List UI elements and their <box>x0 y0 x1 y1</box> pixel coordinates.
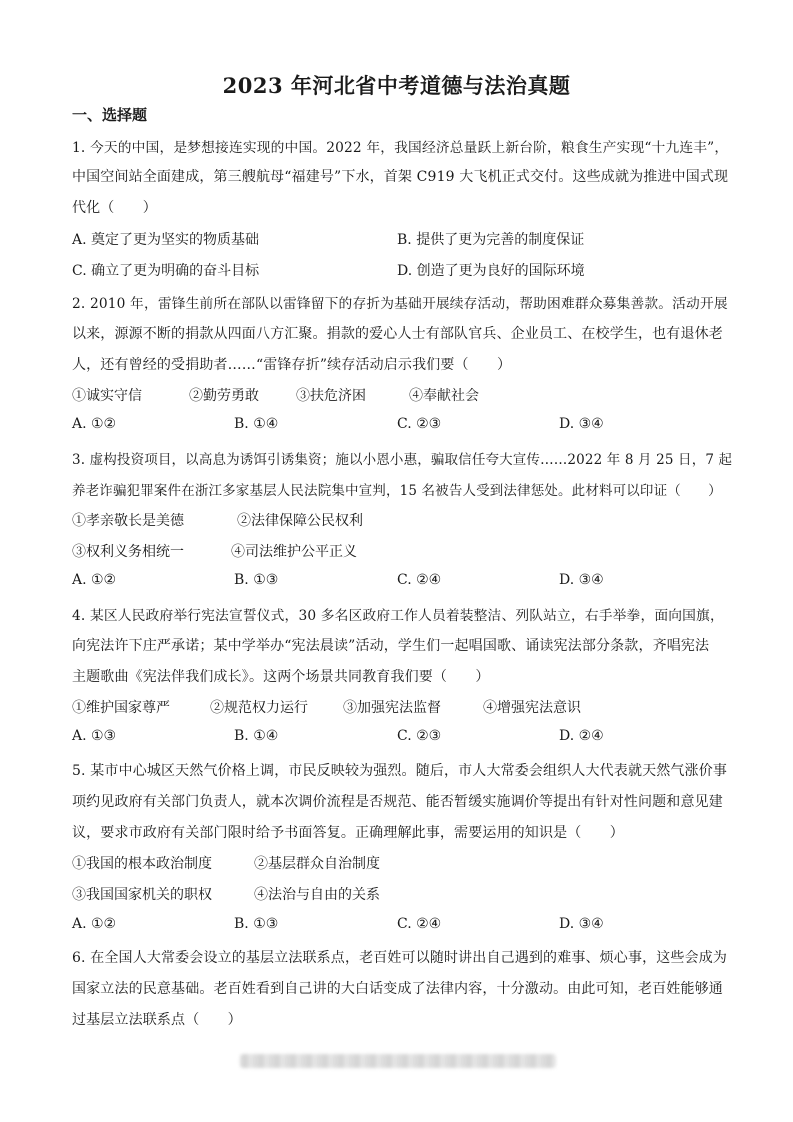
q1-option-a: A. 奠定了更为坚实的物质基础 <box>72 232 260 248</box>
q4-option-c: C. ②③ <box>397 728 442 744</box>
q3-option-d: D. ③④ <box>559 572 604 588</box>
q4-option-b: B. ①④ <box>234 728 279 744</box>
q5-option-b: B. ①③ <box>234 916 279 932</box>
q5-item-4: ④法治与自由的关系 <box>254 887 380 903</box>
blurred-footer-watermark <box>240 1054 556 1068</box>
q3-option-b: B. ①③ <box>234 572 279 588</box>
q5-option-a: A. ①② <box>72 916 117 932</box>
q2-line-1: 2. 2010 年，雷锋生前所在部队以雷锋留下的存折为基础开展续存活动，帮助困难群众募集善款。活动开展 <box>72 296 728 312</box>
q4-option-a: A. ①③ <box>72 728 117 744</box>
q4-item-3: ③加强宪法监督 <box>343 700 441 716</box>
q5-line-3: 议，要求市政府有关部门限时给予书面答复。正确理解此事，需要运用的知识是（ ） <box>72 825 624 841</box>
q6-line-3: 过基层立法联系点（ ） <box>72 1012 242 1028</box>
q2-option-b: B. ①④ <box>234 416 279 432</box>
q1-option-b: B. 提供了更为完善的制度保证 <box>397 232 585 248</box>
q1-option-c: C. 确立了更为明确的奋斗目标 <box>72 263 260 279</box>
section-heading: 一、选择题 <box>72 106 148 124</box>
q1-line-1: 1. 今天的中国，是梦想接连实现的中国。2022 年，我国经济总量跃上新台阶，粮食生产实现“十九连丰”， <box>72 140 729 156</box>
q1-option-d: D. 创造了更为良好的国际环境 <box>397 263 585 279</box>
q2-option-a: A. ①② <box>72 416 117 432</box>
q3-item-2: ②法律保障公民权利 <box>237 513 363 529</box>
q6-line-2: 国家立法的民意基础。老百姓看到自己讲的大白话变成了法律内容，十分激动。由此可知，老百姓能够通 <box>72 981 723 997</box>
page-title: 2023 年河北省中考道德与法治真题 <box>222 73 571 98</box>
q3-line-2: 养老诈骗犯罪案件在浙江多家基层人民法院集中宣判，15 名被告人受到法律惩处。此材料可以印证（ ） <box>72 483 722 499</box>
q4-line-1: 4. 某区人民政府举行宪法宣誓仪式，30 多名区政府工作人员着装整洁、列队站立，右手举拳，面向国旗， <box>72 608 724 624</box>
q2-item-4: ④奉献社会 <box>409 388 479 404</box>
q5-line-2: 项约见政府有关部门负责人，就本次调价流程是否规范、能否暂缓实施调价等提出有针对性问题和意见建 <box>72 794 723 810</box>
q5-option-c: C. ②④ <box>397 916 442 932</box>
q5-item-3: ③我国国家机关的职权 <box>72 887 212 903</box>
q2-item-1: ①诚实守信 <box>72 388 142 404</box>
q3-item-3: ③权利义务相统一 <box>72 544 184 560</box>
q2-item-3: ③扶危济困 <box>296 388 366 404</box>
q1-line-2: 中国空间站全面建成，第三艘航母“福建号”下水，首架 C919 大飞机正式交付。这些成就为推进中国式现 <box>72 169 729 185</box>
q3-item-4: ④司法维护公平正义 <box>231 544 357 560</box>
q4-line-3: 主题歌曲《宪法伴我们成长》。这两个场景共同教育我们要（ ） <box>72 669 490 685</box>
q5-option-d: D. ③④ <box>559 916 604 932</box>
q2-line-2: 以来，源源不断的捐款从四面八方汇聚。捐款的爱心人士有部队官兵、企业员工、在校学生，也有退休老 <box>72 326 723 342</box>
q3-option-a: A. ①② <box>72 572 117 588</box>
q2-line-3: 人，还有曾经的受捐助者……“雷锋存折”续存活动启示我们要（ ） <box>72 357 512 373</box>
q5-item-1: ①我国的根本政治制度 <box>72 856 212 872</box>
q6-line-1: 6. 在全国人大常委会设立的基层立法联系点，老百姓可以随时讲出自己遇到的难事、烦心事，这些会成为 <box>72 950 728 966</box>
q3-item-1: ①孝亲敬长是美德 <box>72 513 184 529</box>
q4-item-1: ①维护国家尊严 <box>72 700 170 716</box>
q2-item-2: ②勤劳勇敢 <box>189 388 259 404</box>
q5-item-2: ②基层群众自治制度 <box>254 856 380 872</box>
q4-item-2: ②规范权力运行 <box>210 700 308 716</box>
q2-option-d: D. ③④ <box>559 416 604 432</box>
q3-option-c: C. ②④ <box>397 572 442 588</box>
q4-option-d: D. ②④ <box>559 728 604 744</box>
q5-line-1: 5. 某市中心城区天然气价格上调，市民反映较为强烈。随后，市人大常委会组织人大代表就天然气涨价事 <box>72 763 728 779</box>
q4-line-2: 向宪法许下庄严承诺；某中学举办“宪法晨读”活动，学生们一起唱国歌、诵读宪法部分条款，齐唱宪法 <box>72 638 710 654</box>
q4-item-4: ④增强宪法意识 <box>483 700 581 716</box>
q2-option-c: C. ②③ <box>397 416 442 432</box>
q3-line-1: 3. 虚构投资项目，以高息为诱饵引诱集资；施以小恩小惠，骗取信任夸大宣传……2022 年 8 月 25 日，7 起 <box>72 452 733 468</box>
q1-line-3: 代化（ ） <box>72 200 157 216</box>
